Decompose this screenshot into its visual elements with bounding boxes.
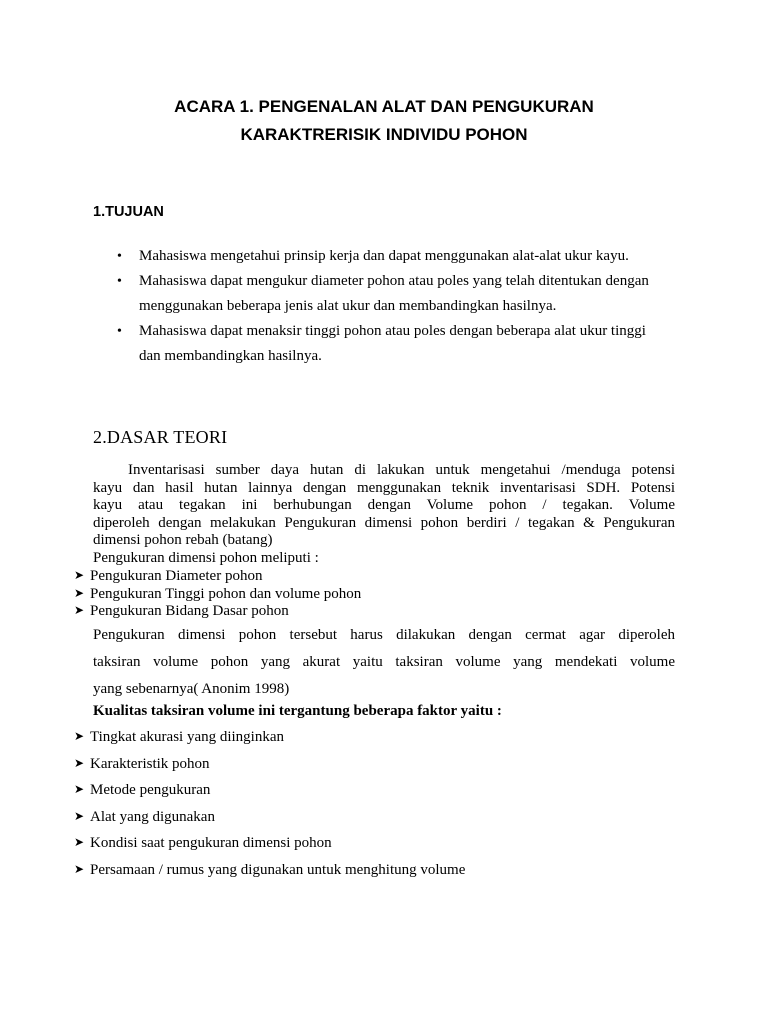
list-item xyxy=(74,729,284,746)
paragraph-line: yang sebenarnya( Anonim 1998) xyxy=(93,681,290,697)
kualitas-heading: Kualitas taksiran volume ini tergantung beberapa faktor yaitu : xyxy=(93,703,502,719)
paragraph-line: kayu atau tegakan ini berhubungan dengan Volume pohon / tegakan. Volume xyxy=(93,497,675,514)
list-item-text: Pengukuran Tinggi pohon dan volume pohon xyxy=(90,585,362,602)
goal-item xyxy=(117,244,699,269)
list-item xyxy=(74,756,210,773)
section-heading-tujuan: 1.TUJUAN xyxy=(93,204,164,220)
section-heading-dasar-teori: 2.DASAR TEORI xyxy=(93,427,228,447)
paragraph-line: kayu dan hasil hutan lainnya dengan menggunakan teknik inventarisasi SDH. Potensi xyxy=(93,479,675,496)
arrow-bullet-icon: ➤ xyxy=(74,835,85,849)
arrow-bullet-icon: ➤ xyxy=(74,808,85,823)
goal-line: Mahasiswa dapat mengukur diameter pohon atau poles yang telah ditentukan dengan xyxy=(139,273,649,289)
page-title xyxy=(0,93,768,149)
arrow-bullet-icon: ➤ xyxy=(74,585,85,600)
list-item xyxy=(74,568,262,585)
list-item-text: Pengukuran Diameter pohon xyxy=(90,568,263,584)
list-item xyxy=(74,586,361,603)
arrow-bullet-icon: ➤ xyxy=(74,782,85,796)
arrow-bullet-icon: ➤ xyxy=(74,755,85,770)
goal-item xyxy=(117,319,699,369)
paragraph xyxy=(93,622,675,703)
bullet-dot-icon: • xyxy=(117,249,122,264)
bullet-dot-icon: • xyxy=(117,274,122,289)
goal-line: dan membandingkan hasilnya. xyxy=(139,348,322,364)
list-item xyxy=(74,862,465,879)
title-line-1: ACARA 1. PENGENALAN ALAT DAN PENGUKURAN xyxy=(174,97,594,116)
list-item-text: Kondisi saat pengukuran dimensi pohon xyxy=(90,835,332,851)
arrow-bullet-icon: ➤ xyxy=(74,603,85,617)
bullet-dot-icon: • xyxy=(117,324,122,339)
list-item-text: Metode pengukuran xyxy=(90,782,211,798)
list-item xyxy=(74,835,332,852)
paragraph-line: dimensi pohon rebah (batang) xyxy=(93,532,273,549)
paragraph-line: taksiran volume pohon yang akurat yaitu taksiran volume yang mendekati volume xyxy=(93,654,675,670)
list-item-text: Tingkat akurasi yang diinginkan xyxy=(90,729,285,745)
list-item-text: Alat yang digunakan xyxy=(90,808,215,825)
paragraph-line: Pengukuran dimensi pohon tersebut harus dilakukan dengan cermat agar diperoleh xyxy=(93,627,675,643)
paragraph-line: Inventarisasi sumber daya hutan di lakukan untuk mengetahui /menduga potensi xyxy=(128,462,675,478)
goal-line: Mahasiswa dapat menaksir tinggi pohon atau poles dengan beberapa alat ukur tinggi xyxy=(139,323,646,339)
arrow-bullet-icon: ➤ xyxy=(74,729,85,743)
paragraph-line: diperoleh dengan melakukan Pengukuran dimensi pohon berdiri / tegakan & Pengukuran xyxy=(93,514,675,531)
list-item xyxy=(74,809,215,826)
arrow-bullet-icon: ➤ xyxy=(74,568,85,582)
list-item xyxy=(74,603,289,620)
title-line-2: KARAKTRERISIK INDIVIDU POHON xyxy=(240,125,528,144)
paragraph-line: Pengukuran dimensi pohon meliputi : xyxy=(93,549,319,566)
list-item xyxy=(74,782,210,799)
goal-item xyxy=(117,269,699,319)
goal-line: Mahasiswa mengetahui prinsip kerja dan dapat menggunakan alat-alat ukur kayu. xyxy=(139,248,629,264)
goal-line: menggunakan beberapa jenis alat ukur dan membandingkan hasilnya. xyxy=(139,298,557,314)
arrow-bullet-icon: ➤ xyxy=(74,861,85,876)
paragraph xyxy=(93,462,675,568)
list-item-text: Persamaan / rumus yang digunakan untuk menghitung volume xyxy=(90,861,466,878)
list-item-text: Pengukuran Bidang Dasar pohon xyxy=(90,603,289,619)
list-item-text: Karakteristik pohon xyxy=(90,755,210,772)
